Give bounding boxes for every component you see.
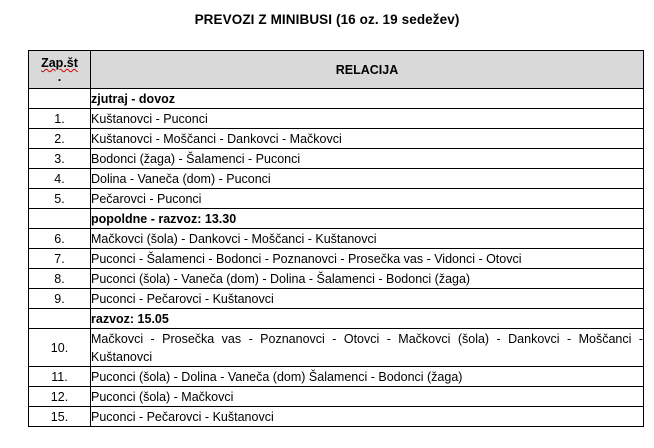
route-text: Mačkovci (šola) - Dankovci - Moščanci - Kuštanovci xyxy=(91,229,644,249)
table-row xyxy=(29,149,644,169)
route-text: Mačkovci - Prosečka vas - Poznanovci - Otovci - Mačkovci (šola) - Dankovci - Moščanci - Kuštanovci xyxy=(91,329,644,367)
route-text: Puconci (šola) - Dolina - Vaneča (dom) Šalamenci - Bodonci (žaga) xyxy=(91,367,644,387)
route-text: Pečarovci - Puconci xyxy=(91,189,644,209)
table-row xyxy=(29,129,644,149)
table-row xyxy=(29,109,644,129)
table-row xyxy=(29,189,644,209)
row-number: 15. xyxy=(29,407,91,427)
row-number: 5. xyxy=(29,189,91,209)
row-number: 12. xyxy=(29,387,91,407)
section-row xyxy=(29,309,644,329)
table-body xyxy=(29,89,644,427)
section-label: razvoz: 15.05 xyxy=(91,309,644,329)
table-row xyxy=(29,407,644,427)
section-row xyxy=(29,209,644,229)
document-title: PREVOZI Z MINIBUSI (16 oz. 19 sedežev) xyxy=(194,12,460,27)
route-text: Kuštanovci - Moščanci - Dankovci - Mačkovci xyxy=(91,129,644,149)
row-number xyxy=(29,309,91,329)
row-number: 2. xyxy=(29,129,91,149)
row-number: 11. xyxy=(29,367,91,387)
section-label: zjutraj - dovoz xyxy=(91,89,644,109)
row-number: 7. xyxy=(29,249,91,269)
table-row xyxy=(29,289,644,309)
row-number: 4. xyxy=(29,169,91,189)
route-text: Puconci (šola) - Mačkovci xyxy=(91,387,644,407)
route-text: Kuštanovci - Puconci xyxy=(91,109,644,129)
table-row xyxy=(29,387,644,407)
route-text: Bodonci (žaga) - Šalamenci - Puconci xyxy=(91,149,644,169)
row-number: 9. xyxy=(29,289,91,309)
header-number-line2: . xyxy=(57,70,62,84)
route-text: Dolina - Vaneča (dom) - Puconci xyxy=(91,169,644,189)
row-number: 10. xyxy=(29,329,91,367)
row-number: 1. xyxy=(29,109,91,129)
section-label: popoldne - razvoz: 13.30 xyxy=(91,209,644,229)
table-row xyxy=(29,169,644,189)
header-relacija: RELACIJA xyxy=(91,51,644,89)
row-number: 3. xyxy=(29,149,91,169)
table-row xyxy=(29,269,644,289)
route-text: Puconci - Pečarovci - Kuštanovci xyxy=(91,289,644,309)
section-row xyxy=(29,89,644,109)
header-number xyxy=(29,51,91,89)
table-row xyxy=(29,249,644,269)
row-number: 8. xyxy=(29,269,91,289)
row-number xyxy=(29,89,91,109)
route-text: Puconci - Šalamenci - Bodonci - Poznanovci - Prosečka vas - Vidonci - Otovci xyxy=(91,249,644,269)
table-row xyxy=(29,229,644,249)
route-text: Puconci (šola) - Vaneča (dom) - Dolina - Šalamenci - Bodonci (žaga) xyxy=(91,269,644,289)
table-row xyxy=(29,367,644,387)
table-header-row xyxy=(29,51,644,89)
table-row xyxy=(29,329,644,367)
header-number-line1: Zap.št xyxy=(41,56,78,70)
row-number xyxy=(29,209,91,229)
row-number: 6. xyxy=(29,229,91,249)
route-text: Puconci - Pečarovci - Kuštanovci xyxy=(91,407,644,427)
routes-table xyxy=(28,50,644,427)
